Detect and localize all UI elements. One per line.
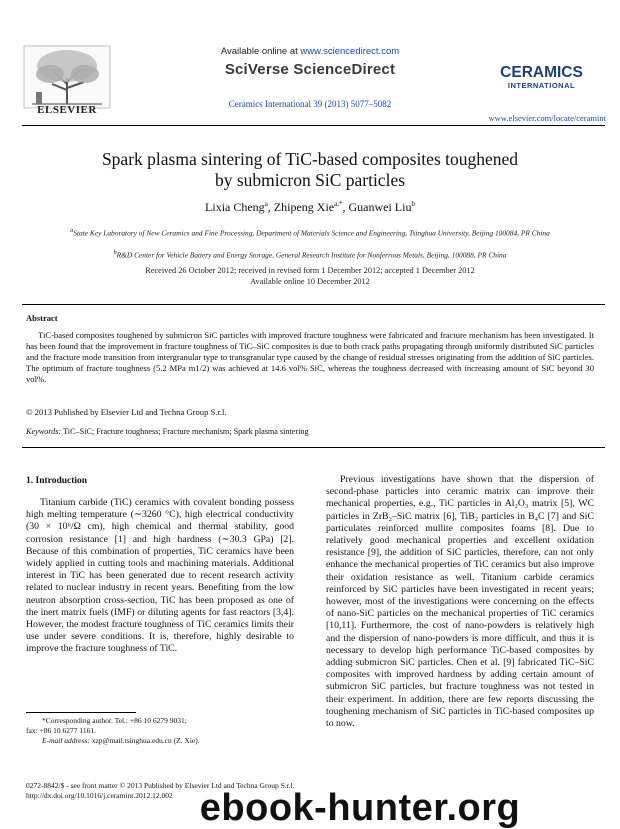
abstract-bottom-rule <box>22 447 605 448</box>
journal-logo-subtitle: INTERNATIONAL <box>507 81 576 90</box>
intro-paragraph: Titanium carbide (TiC) ceramics with covalent bonding possess high melting temperature (∼3260 °C), high electrical conductivity (30 × 10⁶/Ω cm), high chemical and thermal stability, good corrosion resistance [1] and high hardness (∼30.3 GPa) [2]. Because of this combination of properties, TiC ceramics have been widely applied in cutting tools and machining materials. Additional interest in TiC has been generated due to recent research activity related to nuclear industry in recent years. Benefiting from the low neutron absorption cross-section, TiC has been proposed as one of the inert matrix fuels (IMF) or diluting agents for fast reactors [3,4]. However, the modest fracture toughness of TiC ceramics limits their use under severe conditions. It is, therefore, highly desirable to improve the fracture toughness of TiC. <box>26 497 294 655</box>
section-heading-introduction: 1. Introduction <box>26 476 88 486</box>
publisher-name: ELSEVIER <box>37 104 97 116</box>
author-name[interactable]: Guanwei Liu <box>348 200 412 214</box>
journal-logo-title: CERAMICS <box>500 64 583 81</box>
journal-citation[interactable]: Ceramics International 39 (2013) 5077–5082 <box>228 99 392 109</box>
affiliation-b: $^b$R&D Center for Vehicle Battery and Energy Storage, General Research Institute for Nonferrous Metals, Beijing, 100088, PR China <box>113 250 507 260</box>
footnote-rule <box>26 712 136 713</box>
author-name[interactable]: Lixia Cheng <box>205 200 265 214</box>
article-history: Received 26 October 2012; received in revised form 1 December 2012; accepted 1 December 2012 Available online 10 December 2012 <box>145 266 475 286</box>
abstract-heading: Abstract <box>26 313 58 323</box>
intro-left-column <box>26 497 294 656</box>
author-list: Lixia Cheng$^a$, Zhipeng Xie$^{a,*}$, Guanwei Liu$^b$ <box>205 200 415 214</box>
intro-paragraph: Previous investigations have shown that the dispersion of second-phase particles into ceramic matrix can improve their mechanical properties, e.g., TiC particles in Al₂O₃ matrix [5], WC particles in ZrB₂–SiC matrix [6], TiB₂ particles in B₄C [7] and SiC particulates reinforced mullite composites foams [8]. Due to relatively good mechanical properties and excellent oxidation resistance [9], the addition of SiC particles, therefore, can not only enhance the mechanical properties of TiC ceramics but also improve their oxidation resistance as well. Titanium carbide ceramics reinforced by SiC particles have been investigated in recent years; however, most of the investigations were concerning on the effects of nano-SiC particles on the mechanical properties of TiC ceramics [10,11]. Furthermore, the cost of nano-powders is relatively high and the dispersion of nano-powders is more difficult, and thus it is necessary to develop high performance TiC-based composites by adding submicron SiC particles. Chen et al. [9] fabricated TiC–SiC composites with improved hardness by adding certain amount of submicron SiC particles, but fracture toughness was not tested in their experiment. In addition, there are few reports discussing the toughening mechanism of SiC particles in TiC-based composites up to now. <box>326 474 594 730</box>
abstract-top-rule <box>22 304 605 305</box>
platform-name: SciVerse ScienceDirect <box>224 61 396 78</box>
doi-link[interactable]: http://dx.doi.org/10.1016/j.ceramint.2012.12.002 <box>26 791 173 800</box>
email-link[interactable]: xzp@mail.tsinghua.edu.cn (Z. Xie). <box>91 736 200 745</box>
header-rule <box>22 125 605 126</box>
author-name[interactable]: Zhipeng Xie <box>273 200 335 214</box>
watermark: ebook-hunter.org <box>199 787 521 829</box>
available-online-line: Available online at www.sciencedirect.com <box>220 46 400 57</box>
abstract-text: TiC-based composites toughened by submicron SiC particles with improved fracture toughness were fabricated and fracture mechanism has been investigated. It has been found that the improvement in fracture toughness of TiC–SiC composites is due to both crack paths propagating through uniformly distributed SiC particles and the fracture mode transition from intergranular type to transgranular type caused by the change of residual stresses originating from the addition of SiC particles. The optimum of fracture toughness (5.2 MPa m1/2) was achieved at 14.6 vol% SiC, whereas the toughness decreased with increasing amount of SiC beyond 30 vol%. <box>26 330 594 384</box>
journal-homepage-link[interactable]: www.elsevier.com/locate/ceramint <box>488 113 606 123</box>
affiliation-a: $^a$State Key Laboratory of New Ceramics and Fine Processing, Department of Materials Science and Engineering, Tsinghua University, Beijing 100084, PR China <box>70 228 550 238</box>
sciencedirect-link[interactable]: www.sciencedirect.com <box>300 46 400 57</box>
corresponding-author-footnote: *Corresponding author. Tel.: +86 10 6279 9031; fax: +86 10 6277 1161. E-mail address: xzp@mail.tsinghua.edu.cn (Z. Xie). <box>26 716 200 745</box>
article-title: Spark plasma sintering of TiC-based composites toughened by submicron SiC particles <box>101 149 519 190</box>
keywords: Keywords: TiC–SiC; Fracture toughness; Fracture mechanism; Spark plasma sintering <box>26 427 309 436</box>
abstract-copyright: © 2013 Published by Elsevier Ltd and Techna Group S.r.l. <box>26 407 227 417</box>
intro-right-column <box>326 474 594 730</box>
front-matter: 0272-8842/$ - see front matter © 2013 Published by Elsevier Ltd and Techna Group S.r.l. http://dx.doi.org/10.1016/j.ceramint.2012.12.002 <box>26 781 295 800</box>
